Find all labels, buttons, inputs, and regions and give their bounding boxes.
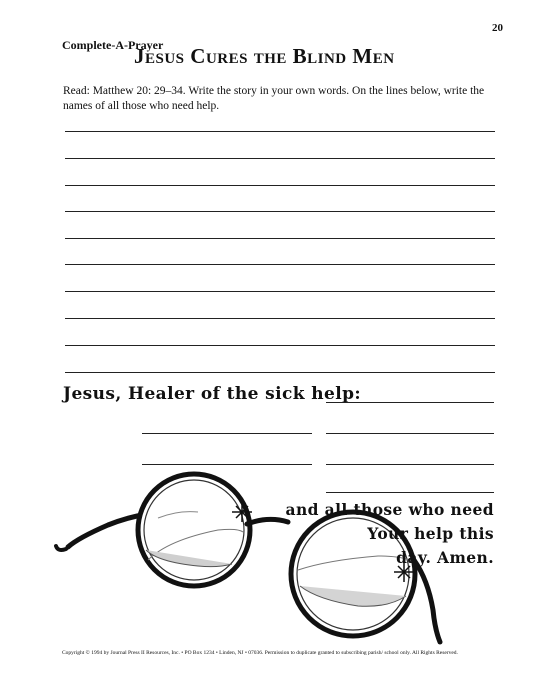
writing-line[interactable]	[65, 211, 495, 212]
prayer-closing-line: day. Amen.	[396, 548, 494, 567]
series-label: Complete-A-Prayer	[62, 38, 164, 52]
writing-line[interactable]	[65, 372, 495, 373]
name-line[interactable]	[142, 433, 312, 434]
writing-line[interactable]	[65, 185, 495, 186]
page-number: 20	[492, 22, 503, 34]
page-title: Jesus Cures the Blind Men	[134, 44, 395, 68]
prayer-closing	[264, 498, 494, 570]
writing-line[interactable]	[65, 158, 495, 159]
prayer-closing-line: and all those who need	[285, 500, 494, 519]
name-line[interactable]	[326, 464, 494, 465]
prayer-line: Jesus, Healer of the sick help:	[63, 384, 362, 404]
name-line[interactable]	[142, 464, 312, 465]
name-line[interactable]	[326, 402, 494, 403]
instructions: Read: Matthew 20: 29–34. Write the story in your own words. On the lines below, write the names of all those who need help.	[63, 85, 485, 112]
writing-line[interactable]	[65, 291, 495, 292]
writing-line[interactable]	[65, 131, 495, 132]
copyright-footer: Copyright © 1994 by Journal Press II Resources, Inc. • PO Box 1234 • Linden, NJ • 07036. Permission to duplicate granted to subscribing parish/ school only. All Rights Reserved.	[62, 650, 458, 656]
writing-line[interactable]	[65, 264, 495, 265]
writing-line[interactable]	[65, 318, 495, 319]
prayer-closing-line: Your help this	[367, 524, 494, 543]
writing-line[interactable]	[65, 345, 495, 346]
name-line[interactable]	[326, 433, 494, 434]
writing-line[interactable]	[65, 238, 495, 239]
